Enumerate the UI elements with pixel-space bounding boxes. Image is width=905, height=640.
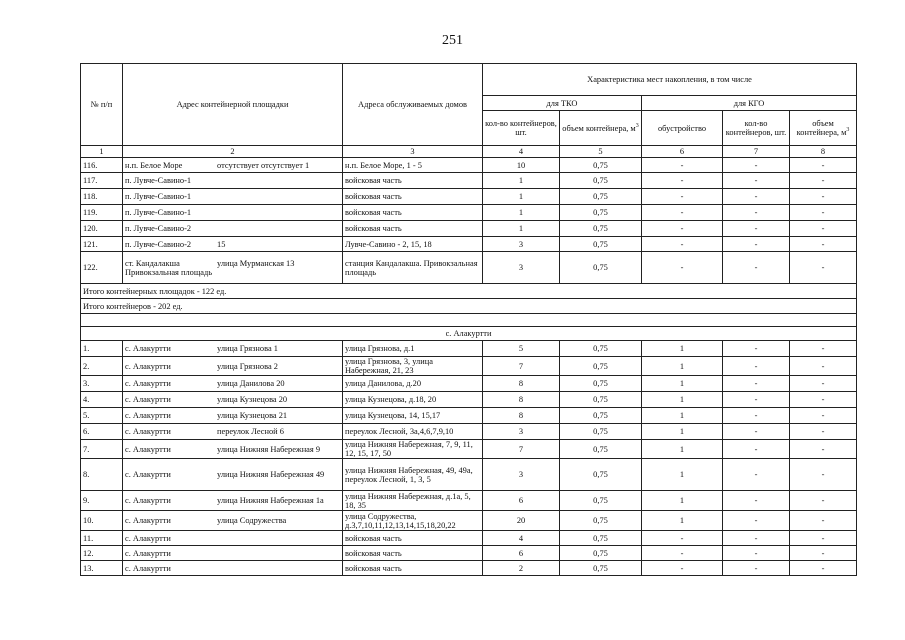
served-houses: войсковая часть	[343, 189, 483, 205]
site-address	[123, 205, 343, 221]
header-houses: Адреса обслуживаемых домов	[343, 64, 483, 146]
site-address	[123, 424, 343, 440]
kgo-count: -	[723, 205, 790, 221]
table-row	[81, 341, 857, 357]
row-number: 10.	[81, 511, 123, 531]
kgo-arrangement: -	[642, 173, 723, 189]
tko-count: 3	[483, 237, 560, 252]
header-address: Адрес контейнерной площадки	[123, 64, 343, 146]
tko-count: 1	[483, 205, 560, 221]
row-number: 5.	[81, 408, 123, 424]
table-row	[81, 376, 857, 392]
settlement: с. Алакуртти	[125, 411, 171, 420]
street: улица Грязнова 2	[217, 361, 278, 371]
tko-count: 6	[483, 546, 560, 561]
settlement: п. Лувче-Савино-2	[125, 224, 192, 233]
kgo-arrangement: -	[642, 237, 723, 252]
total-containers: Итого контейнеров - 202 ед.	[81, 299, 857, 314]
served-houses: улица Нижняя Набережная, 49, 49а, переулок Лесной, 1, 3, 5	[343, 459, 483, 491]
tko-volume: 0,75	[560, 511, 642, 531]
kgo-count: -	[723, 392, 790, 408]
kgo-arrangement: -	[642, 189, 723, 205]
kgo-arrangement: -	[642, 221, 723, 237]
table-row	[81, 221, 857, 237]
kgo-arrangement: 1	[642, 424, 723, 440]
kgo-count: -	[723, 252, 790, 284]
settlement: п. Лувче-Савино-1	[125, 192, 192, 201]
served-houses: войсковая часть	[343, 221, 483, 237]
kgo-arrangement: 1	[642, 440, 723, 459]
settlement: с. Алакуртти	[125, 361, 171, 371]
spacer-row	[81, 314, 857, 327]
kgo-count: -	[723, 424, 790, 440]
site-address	[123, 511, 343, 531]
kgo-arrangement: 1	[642, 459, 723, 491]
total-sites: Итого контейнерных площадок - 122 ед.	[81, 284, 857, 299]
street	[217, 208, 340, 217]
col-number: 1	[81, 146, 123, 158]
tko-volume: 0,75	[560, 491, 642, 511]
kgo-count: -	[723, 561, 790, 576]
site-address	[123, 392, 343, 408]
kgo-volume: -	[790, 511, 857, 531]
page-number: 251	[442, 33, 463, 48]
table-row	[81, 546, 857, 561]
row-number: 13.	[81, 561, 123, 576]
street: улица Содружества	[217, 516, 287, 525]
kgo-volume: -	[790, 459, 857, 491]
tko-volume: 0,75	[560, 440, 642, 459]
street: 15	[217, 239, 226, 249]
tko-count: 20	[483, 511, 560, 531]
kgo-arrangement: 1	[642, 491, 723, 511]
table-row	[81, 408, 857, 424]
tko-count: 8	[483, 408, 560, 424]
header-kgo-count: кол-во контейнеров, шт.	[723, 111, 790, 146]
street	[217, 534, 340, 543]
street: улица Грязнова 1	[217, 344, 278, 353]
table-totals	[81, 284, 857, 341]
table-row	[81, 205, 857, 221]
kgo-volume: -	[790, 357, 857, 376]
header-num: № п/п	[81, 64, 123, 146]
table-row	[81, 357, 857, 376]
row-number: 116.	[81, 158, 123, 173]
tko-volume: 0,75	[560, 252, 642, 284]
served-houses: н.п. Белое Море, 1 - 5	[343, 158, 483, 173]
kgo-count: -	[723, 158, 790, 173]
street	[217, 549, 340, 558]
street: улица Нижняя Набережная 9	[217, 444, 321, 454]
tko-count: 1	[483, 173, 560, 189]
tko-count: 7	[483, 357, 560, 376]
site-address	[123, 252, 343, 284]
table-body-alakurtti	[81, 341, 857, 576]
site-address	[123, 237, 343, 252]
row-number: 9.	[81, 491, 123, 511]
site-address	[123, 408, 343, 424]
container-sites-table	[80, 63, 857, 576]
header-kgo-arrangement: обустройство	[642, 111, 723, 146]
tko-count: 4	[483, 531, 560, 546]
site-address	[123, 459, 343, 491]
tko-count: 8	[483, 376, 560, 392]
kgo-volume: -	[790, 546, 857, 561]
settlement: с. Алакуртти	[125, 563, 171, 573]
row-number: 4.	[81, 392, 123, 408]
tko-count: 2	[483, 561, 560, 576]
street: отсутствует отсутствует 1	[217, 160, 310, 170]
row-number: 120.	[81, 221, 123, 237]
tko-count: 7	[483, 440, 560, 459]
tko-volume: 0,75	[560, 408, 642, 424]
kgo-arrangement: -	[642, 546, 723, 561]
served-houses: станция Кандалакша. Привокзальная площадь	[343, 252, 483, 284]
kgo-volume: -	[790, 237, 857, 252]
kgo-count: -	[723, 357, 790, 376]
table-row	[81, 189, 857, 205]
row-number: 2.	[81, 357, 123, 376]
kgo-arrangement: 1	[642, 357, 723, 376]
tko-volume: 0,75	[560, 392, 642, 408]
site-address	[123, 531, 343, 546]
row-number: 8.	[81, 459, 123, 491]
street: улица Нижняя Набережная 49	[217, 470, 325, 479]
served-houses: Лувче-Савино - 2, 15, 18	[343, 237, 483, 252]
tko-volume: 0,75	[560, 189, 642, 205]
kgo-count: -	[723, 237, 790, 252]
served-houses: войсковая часть	[343, 561, 483, 576]
site-address	[123, 189, 343, 205]
row-number: 7.	[81, 440, 123, 459]
row-number: 121.	[81, 237, 123, 252]
kgo-volume: -	[790, 205, 857, 221]
row-number: 122.	[81, 252, 123, 284]
table-row	[81, 173, 857, 189]
row-number: 11.	[81, 531, 123, 546]
tko-volume: 0,75	[560, 341, 642, 357]
table-row	[81, 440, 857, 459]
kgo-volume: -	[790, 424, 857, 440]
tko-count: 6	[483, 491, 560, 511]
table-row	[81, 237, 857, 252]
kgo-count: -	[723, 341, 790, 357]
table-body-kandalaksha	[81, 158, 857, 284]
site-address	[123, 491, 343, 511]
kgo-volume: -	[790, 341, 857, 357]
tko-count: 10	[483, 158, 560, 173]
site-address	[123, 173, 343, 189]
kgo-count: -	[723, 173, 790, 189]
tko-volume: 0,75	[560, 221, 642, 237]
settlement: с. Алакуртти	[125, 444, 171, 454]
table-header	[81, 64, 857, 158]
header-kgo: для КГО	[642, 96, 857, 111]
street: улица Кузнецова 21	[217, 411, 288, 420]
tko-volume: 0,75	[560, 376, 642, 392]
section-title: с. Алакуртти	[81, 327, 857, 341]
tko-volume: 0,75	[560, 237, 642, 252]
kgo-volume: -	[790, 408, 857, 424]
table-row	[81, 531, 857, 546]
settlement: п. Лувче-Савино-1	[125, 208, 192, 217]
row-number: 117.	[81, 173, 123, 189]
site-address	[123, 440, 343, 459]
header-tko: для ТКО	[483, 96, 642, 111]
kgo-volume: -	[790, 173, 857, 189]
street: переулок Лесной 6	[217, 427, 284, 436]
table-row	[81, 459, 857, 491]
table-row	[81, 392, 857, 408]
kgo-count: -	[723, 511, 790, 531]
kgo-arrangement: 1	[642, 511, 723, 531]
settlement: п. Лувче-Савино-1	[125, 176, 192, 185]
tko-volume: 0,75	[560, 424, 642, 440]
header-tko-count: кол-во контейнеров, шт.	[483, 111, 560, 146]
served-houses: улица Данилова, д.20	[343, 376, 483, 392]
kgo-count: -	[723, 376, 790, 392]
kgo-count: -	[723, 546, 790, 561]
settlement: с. Алакуртти	[125, 379, 171, 388]
settlement: ст. Кандалакша Привокзальная площадь	[125, 258, 213, 277]
tko-volume: 0,75	[560, 158, 642, 173]
settlement: с. Алакуртти	[125, 344, 171, 353]
tko-count: 3	[483, 459, 560, 491]
row-number: 6.	[81, 424, 123, 440]
kgo-arrangement: -	[642, 205, 723, 221]
kgo-count: -	[723, 189, 790, 205]
kgo-volume: -	[790, 392, 857, 408]
served-houses: улица Грязнова, 3, улица Набережная, 21, 23	[343, 357, 483, 376]
street	[217, 192, 340, 201]
tko-volume: 0,75	[560, 546, 642, 561]
tko-volume: 0,75	[560, 173, 642, 189]
served-houses: войсковая часть	[343, 531, 483, 546]
kgo-volume: -	[790, 531, 857, 546]
kgo-arrangement: 1	[642, 376, 723, 392]
served-houses: улица Нижняя Набережная, д.1а, 5, 18, 35	[343, 491, 483, 511]
settlement: с. Алакуртти	[125, 470, 171, 479]
street: улица Кузнецова 20	[217, 395, 288, 404]
row-number: 12.	[81, 546, 123, 561]
kgo-arrangement: -	[642, 561, 723, 576]
street: улица Мурманская 13	[217, 258, 295, 268]
table-row	[81, 424, 857, 440]
table-row	[81, 158, 857, 173]
kgo-arrangement: 1	[642, 341, 723, 357]
kgo-volume: -	[790, 189, 857, 205]
site-address	[123, 546, 343, 561]
settlement: с. Алакуртти	[125, 548, 171, 558]
col-number: 2	[123, 146, 343, 158]
kgo-volume: -	[790, 491, 857, 511]
kgo-volume: -	[790, 561, 857, 576]
col-number: 7	[723, 146, 790, 158]
served-houses: улица Содружества, д.3,7,10,11,12,13,14,15,18,20,22	[343, 511, 483, 531]
settlement: с. Алакуртти	[125, 427, 171, 436]
kgo-arrangement: -	[642, 158, 723, 173]
row-number: 119.	[81, 205, 123, 221]
header-characteristics: Характеристика мест накопления, в том числе	[483, 64, 857, 96]
site-address	[123, 221, 343, 237]
tko-count: 1	[483, 221, 560, 237]
kgo-arrangement: 1	[642, 408, 723, 424]
street	[217, 176, 340, 185]
served-houses: войсковая часть	[343, 546, 483, 561]
served-houses: войсковая часть	[343, 205, 483, 221]
kgo-volume: -	[790, 252, 857, 284]
tko-count: 5	[483, 341, 560, 357]
kgo-count: -	[723, 491, 790, 511]
col-number: 8	[790, 146, 857, 158]
site-address	[123, 561, 343, 576]
street	[217, 564, 340, 573]
kgo-count: -	[723, 440, 790, 459]
kgo-count: -	[723, 459, 790, 491]
tko-volume: 0,75	[560, 357, 642, 376]
settlement: с. Алакуртти	[125, 516, 171, 525]
site-address	[123, 341, 343, 357]
kgo-volume: -	[790, 440, 857, 459]
tko-count: 8	[483, 392, 560, 408]
site-address	[123, 376, 343, 392]
tko-count: 1	[483, 189, 560, 205]
tko-volume: 0,75	[560, 459, 642, 491]
settlement: п. Лувче-Савино-2	[125, 239, 192, 249]
served-houses: улица Кузнецова, 14, 15,17	[343, 408, 483, 424]
settlement: н.п. Белое Море	[125, 160, 183, 170]
served-houses: улица Грязнова, д.1	[343, 341, 483, 357]
settlement: с. Алакуртти	[125, 533, 171, 543]
header-tko-volume: объем контейнера, $м^3$	[560, 111, 642, 146]
served-houses: переулок Лесной, 3а,4,6,7,9,10	[343, 424, 483, 440]
site-address	[123, 158, 343, 173]
col-number: 6	[642, 146, 723, 158]
street	[217, 224, 340, 233]
tko-volume: 0,75	[560, 561, 642, 576]
table-row	[81, 561, 857, 576]
tko-volume: 0,75	[560, 205, 642, 221]
col-number: 3	[343, 146, 483, 158]
table-row	[81, 511, 857, 531]
table-row	[81, 491, 857, 511]
kgo-arrangement: -	[642, 531, 723, 546]
kgo-arrangement: -	[642, 252, 723, 284]
tko-volume: 0,75	[560, 531, 642, 546]
settlement: с. Алакуртти	[125, 395, 171, 404]
kgo-volume: -	[790, 221, 857, 237]
site-address	[123, 357, 343, 376]
kgo-count: -	[723, 531, 790, 546]
tko-count: 3	[483, 252, 560, 284]
street: улица Нижняя Набережная 1а	[217, 496, 324, 505]
tko-count: 3	[483, 424, 560, 440]
served-houses: улица Нижняя Набережная, 7, 9, 11, 12, 15, 17, 50	[343, 440, 483, 459]
kgo-volume: -	[790, 158, 857, 173]
settlement: с. Алакуртти	[125, 496, 171, 505]
col-number: 4	[483, 146, 560, 158]
row-number: 3.	[81, 376, 123, 392]
col-number: 5	[560, 146, 642, 158]
row-number: 1.	[81, 341, 123, 357]
served-houses: войсковая часть	[343, 173, 483, 189]
table-row	[81, 252, 857, 284]
kgo-arrangement: 1	[642, 392, 723, 408]
header-kgo-volume: объем контейнера, $м^3$	[790, 111, 857, 146]
served-houses: улица Кузнецова, д.18, 20	[343, 392, 483, 408]
kgo-volume: -	[790, 376, 857, 392]
kgo-count: -	[723, 221, 790, 237]
kgo-count: -	[723, 408, 790, 424]
column-number-row	[81, 146, 857, 158]
row-number: 118.	[81, 189, 123, 205]
street: улица Данилова 20	[217, 379, 285, 388]
